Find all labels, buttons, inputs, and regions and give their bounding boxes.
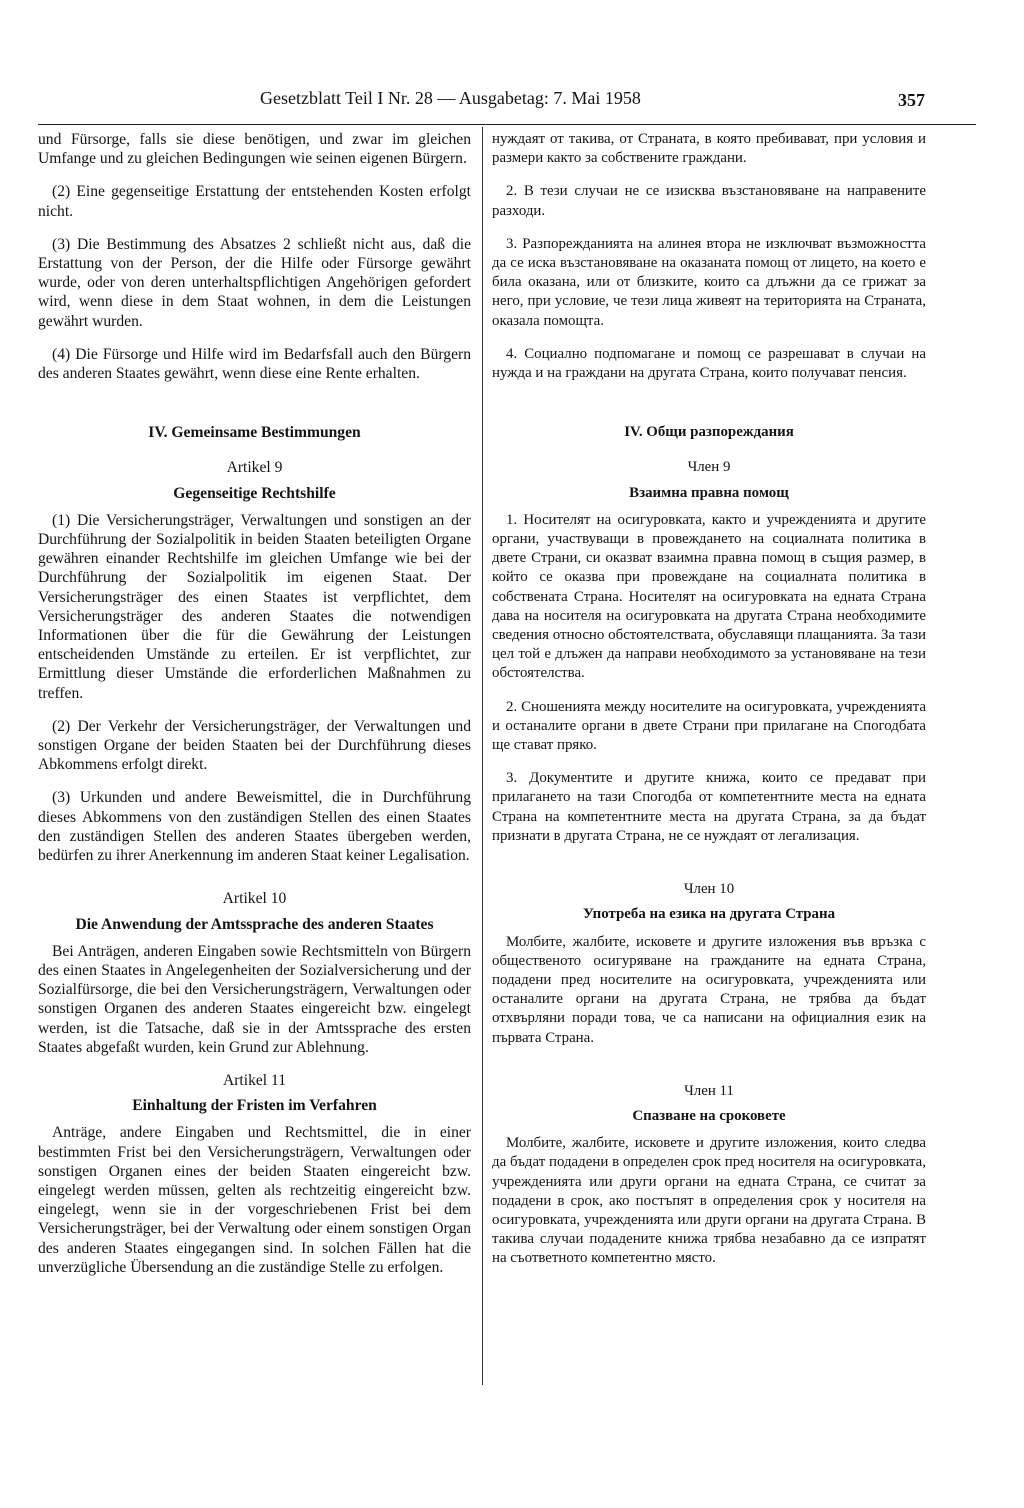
paragraph-continuation: und Fürsorge, falls sie diese benötigen, und zwar im gleichen Umfange und zu gleichen Bedingungen wie seinen eigenen Bürgern. [38, 131, 471, 168]
paragraph: (4) Die Fürsorge und Hilfe wird im Bedarfsfall auch den Bürgern des anderen Staates gewährt, wenn diese eine Rente erhalten. [38, 345, 471, 383]
article-title: Einhaltung der Fristen im Verfahren [132, 1097, 377, 1115]
paragraph: Anträge, andere Eingaben und Rechtsmittel, die in einer bestimmten Frist bei den Versicherungsträgern, Verwaltungen oder sonstigen Organen eines der beiden Staaten eingereicht bzw. eingelegt werden müssen, gelten als rechtzeitig eingereicht bzw. eingelegt, wenn sie in der vorgeschriebenen Frist bei dem Versicherungsträger, bei der Verwaltung oder einem sonstigen Organ des anderen Staates eingegangen sind. In solchen Fällen hat die unverzügliche Übersendung an die zuständige Stelle zu erfolgen. [38, 1124, 471, 1276]
article-title: Gegenseitige Rechtshilfe [173, 484, 336, 502]
paragraph: Bei Anträgen, anderen Eingaben sowie Rechtsmitteln von Bürgern des einen Staates in Angelegenheiten der Sozialversicherung und der Sozialfürsorge, die bei den Versicherungsträgern, Verwaltungen oder sonstigen Organen des anderen Staates eingereicht bzw. eingelegt werden, ist die Tatsache, daß sie in der Amtssprache des ersten Staates abgefaßt wurden, kein Grund zur Ablehnung. [38, 942, 471, 1056]
article-number: Член 10 [683, 881, 735, 898]
paragraph: (1) Die Versicherungsträger, Verwaltungen und sonstigen an der Durchführung der Sozialpolitik in beiden Staaten beteiligten Organe gewähren einander Rechtshilfe im gleichen Umfange wie bei der Durchführung der Sozialpolitik im eigenen Staat. Der Versicherungsträger des einen Staates ist verpflichtet, dem Versicherungsträger des anderen Staates die notwendigen Informationen über die für die Gewährung der Leistungen entscheidenden Umstände zu erteilen. Er ist verpflichtet, zur Ermittlung dieser Umstände die erforderlichen Maßnahmen zu treffen. [38, 511, 471, 702]
paragraph: Молбите, жалбите, исковете и другите изложения във връзка с общественото осигуряване на гражданите на едната Страна, подадени пред носителите на осигуровката, учрежденията или останалите органи на другата Страна, не трябва да бъдат отхвърляни поради това, че са написани на официалния език на първата Страна. [492, 933, 926, 1046]
paragraph: 1. Носителят на осигуровката, както и учрежденията и другите органи, участвуващи в провеждането на социалната политика в двете Страни, си оказват взаимна правна помощ в същия размер, в който се оказва при провеждане на социалната политика в собствената Страна. Носителят на осигуровката на едната Страна дава на носителя на осигуровката на другата Страна необходимите сведения относно обстоятелствата, обуславящи плащанията. За тази цел той е длъжен да направи необходимото за установяване на тези обстоятелства. [492, 511, 926, 682]
article-title: Die Anwendung der Amtssprache des anderen Staates [75, 915, 434, 933]
article-number: Artikel 9 [226, 459, 283, 477]
page-number: 357 [898, 90, 925, 110]
column-divider [482, 127, 483, 1385]
german-column [38, 130, 471, 1291]
paragraph: Молбите, жалбите, исковете и другите изложения, които следва да бъдат подадени в определен срок пред носителя на осигуровката, учрежденията или други органи на едната Страна, се считат за подадени в срок, ако постъпят в определения срок у носителя на осигуровката, учрежденията или други органи на другата Страна. В такива случаи подадените книжа трябва незабавно да се изпратят на съответното компетентно място. [492, 1135, 926, 1267]
paragraph-continuation: нуждаят от такива, от Страната, в която пребивават, при условия и размери както за собствените граждани. [492, 131, 926, 167]
article-number: Член 9 [687, 459, 731, 476]
article-title: Спазване на сроковете [632, 1107, 786, 1124]
paragraph: 4. Социално подпомагане и помощ се разрешават в случаи на нужда и на граждани на другата Страна, които получават пенсия. [492, 345, 926, 382]
article-title: Употреба на езика на другата Страна [582, 906, 836, 923]
bulgarian-column [492, 130, 926, 1283]
article-number: Artikel 10 [222, 890, 287, 908]
paragraph: 3. Разпорежданията на алинея втора не изключват възможността да се иска възстановяване на оказаната помощ от лицето, на което е била оказана, или от близките, които са длъжни да се грижат за него, при условие, че тези лица живеят на територията на Страната, оказала помощта. [492, 235, 926, 329]
paragraph: (3) Die Bestimmung des Absatzes 2 schließt nicht aus, daß die Erstattung von der Person, der die Hilfe oder Fürsorge gewährt wurde, oder von deren unterhaltspflichtigen Angehörigen gefordert wird, wenn diese in dem Staat wohnen, in dem die Leistungen gewährt wurden. [38, 235, 471, 330]
section-heading: IV. Gemeinsame Bestimmungen [148, 424, 361, 442]
header-rule [38, 124, 976, 125]
page-header [0, 88, 1024, 118]
paragraph: 2. В тези случаи не се изисква възстановяване на направените разходи. [492, 183, 926, 219]
paragraph: 3. Документите и другите книжа, които се предават при прилагането на тази Спогодба от компетентните места на едната Страна на компетентните места на другата Страна, за да бъдат признати в другата Страна, не се нуждаят от легализация. [492, 770, 926, 844]
paragraph: (2) Eine gegenseitige Erstattung der entstehenden Kosten erfolgt nicht. [38, 183, 471, 220]
section-heading: IV. Общи разпореждания [624, 424, 794, 441]
article-title: Взаимна правна помощ [629, 484, 789, 501]
header-title: Gesetzblatt Teil I Nr. 28 — Ausgabetag: 7. Mai 1958 [260, 88, 641, 108]
article-number: Член 11 [684, 1082, 734, 1099]
paragraph: (3) Urkunden und andere Beweismittel, die in Durchführung dieses Abkommens von den zuständigen Stellen des einen Staates den zuständigen Stellen des anderen Staates übergeben werden, bedürfen zu ihrer Anerkennung im anderen Staat keiner Legalisation. [38, 789, 471, 865]
article-number: Artikel 11 [222, 1071, 287, 1089]
paragraph: (2) Der Verkehr der Versicherungsträger, der Verwaltungen und sonstigen Organe der beiden Staaten bei der Durchführung dieses Abkommens erfolgt direkt. [38, 717, 471, 774]
paragraph: 2. Сношенията между носителите на осигуровката, учрежденията и останалите органи в двете Страни при прилагане на Спогодбата ще стават пряко. [492, 698, 926, 754]
